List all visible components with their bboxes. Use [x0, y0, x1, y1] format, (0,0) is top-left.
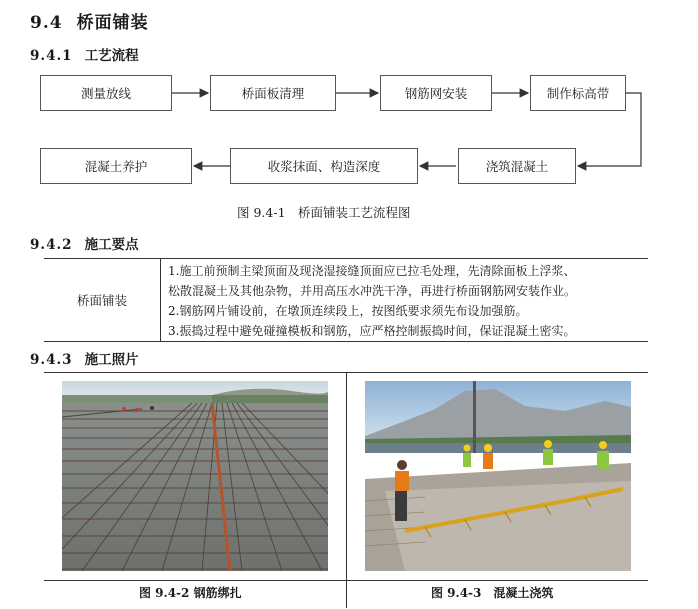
flow-step-4: 制作标高带 [530, 75, 626, 111]
flow-step-6: 收浆抹面、构造深度 [230, 148, 418, 184]
key-point-line: 1.施工前预制主梁顶面及现浇湿接缝顶面应已拉毛处理，先清除面板上浮浆、 [168, 264, 576, 278]
photo-concrete-pouring [365, 381, 631, 571]
photo-rebar-binding [62, 381, 328, 571]
subsection-number: 9.4.1 [30, 48, 73, 64]
photo-caption-concrete: 图 9.4-3 混凝土浇筑 [431, 586, 554, 600]
subsection-heading-photos [30, 348, 139, 368]
subsection-title: 工艺流程 [84, 48, 139, 64]
key-points-table [44, 258, 648, 342]
section-number: 9.4 [30, 13, 63, 33]
photo-caption-line [44, 580, 648, 581]
figure-caption-flowchart: 图 9.4-1 桥面铺装工艺流程图 [237, 205, 411, 220]
key-points-content [168, 261, 646, 341]
flow-step-2: 桥面板清理 [210, 75, 336, 111]
subsection-title: 施工照片 [84, 352, 139, 368]
key-point-line: 2.钢筋网片铺设前，在墩顶连续段上，按图纸要求须先布设加强筋。 [168, 304, 528, 318]
key-point-line: 3.振捣过程中避免碰撞模板和钢筋，应严格控制振捣时间，保证混凝土密实。 [168, 324, 576, 338]
section-title: 桥面铺装 [76, 13, 149, 33]
key-point-line: 松散混凝土及其他杂物，并用高压水冲洗干净，再进行桥面钢筋网安装作业。 [168, 284, 577, 298]
photo-divider [346, 372, 347, 608]
flow-step-7: 混凝土养护 [40, 148, 192, 184]
flow-step-5: 浇筑混凝土 [458, 148, 576, 184]
photo-caption-rebar: 图 9.4-2 钢筋绑扎 [139, 586, 242, 600]
subsection-title: 施工要点 [84, 237, 139, 253]
flow-step-3: 钢筋网安装 [380, 75, 492, 111]
subsection-heading-key-points [30, 233, 139, 253]
key-points-row-label: 桥面铺装 [44, 259, 161, 341]
subsection-number: 9.4.3 [30, 352, 73, 368]
flow-step-1: 测量放线 [40, 75, 172, 111]
subsection-number: 9.4.2 [30, 237, 73, 253]
